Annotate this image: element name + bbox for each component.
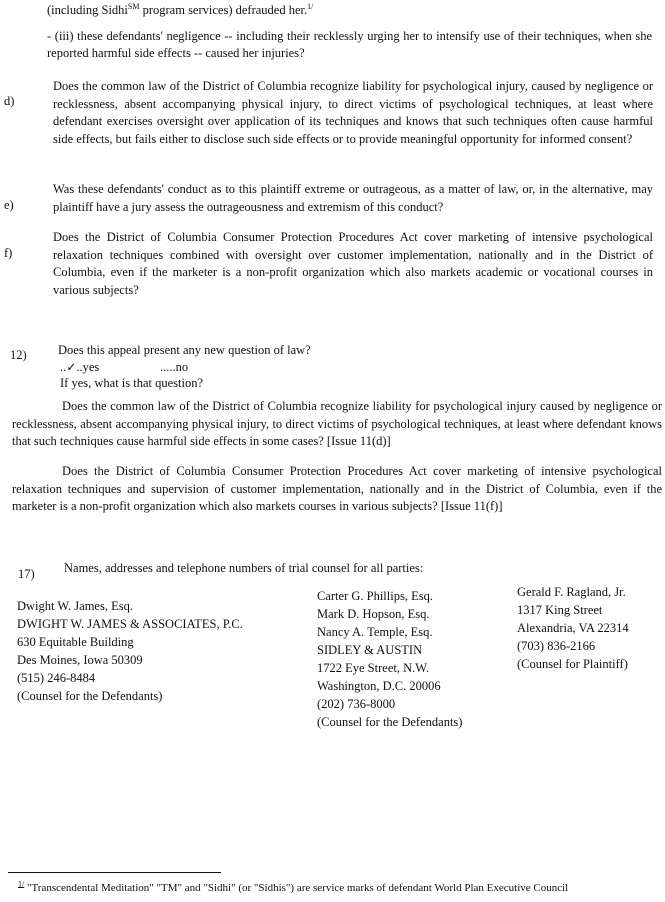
question-label-d: d) bbox=[4, 94, 15, 108]
question-e-text: Was these defendants' conduct as to this plaintiff extreme or outrageous, as a matter of law, or, in the alternative, may plaintiff have a jury assess the outrageousness and extremism of this conduct? bbox=[53, 182, 653, 214]
service-mark-superscript: SM bbox=[127, 1, 140, 11]
footnote bbox=[18, 881, 568, 895]
item-17-number: 17) bbox=[18, 567, 35, 581]
counsel-line: Gerald F. Ragland, Jr. bbox=[517, 585, 626, 599]
footnote-text: "Transcendental Meditation" "TM" and "Sidhi" (or "Sidhis") are service marks of defendant World Plan Executive Council bbox=[26, 882, 569, 894]
counsel-block-defendants-james bbox=[17, 597, 243, 705]
item-iii-paragraph: - (iii) these defendants' negligence -- including their recklessly urging her to intensify use of their techniques, when she reported harmful side effects -- caused her injuries? bbox=[47, 29, 652, 60]
question-label-e: e) bbox=[4, 198, 14, 212]
counsel-line: (Counsel for the Defendants) bbox=[317, 715, 463, 729]
no-label: no bbox=[175, 360, 189, 374]
counsel-line: SIDLEY & AUSTIN bbox=[317, 643, 423, 657]
counsel-block-plaintiff bbox=[517, 583, 629, 673]
continuation-text-end: program services) defrauded her. bbox=[139, 3, 308, 17]
counsel-line: Des Moines, Iowa 50309 bbox=[17, 653, 143, 667]
item-12-followup: If yes, what is that question? bbox=[60, 376, 204, 390]
question-d-text: Does the common law of the District of Columbia recognize liability for psychological injury, caused by negligence or recklessness, absent accompanying physical injury, to direct victims of psychological techniques, at least where defendant exercises oversight over application of its techniques and knows that such techniques often cause harmful side effects, but fails either to disclose such side effects or to provide meaningful opportunity for informed consent? bbox=[53, 79, 653, 146]
continuation-text-start: (including Sidhi bbox=[47, 3, 128, 17]
counsel-line: 630 Equitable Building bbox=[17, 635, 134, 649]
item-12-yes-option: ..✓..yes bbox=[60, 360, 100, 374]
item-17-heading: Names, addresses and telephone numbers of trial counsel for all parties: bbox=[64, 561, 424, 575]
item-12-number: 12) bbox=[10, 348, 27, 362]
question-label-f: f) bbox=[4, 246, 13, 260]
checkmark-icon: ✓ bbox=[66, 360, 77, 374]
counsel-line: Washington, D.C. 20006 bbox=[317, 679, 441, 693]
counsel-block-defendants-sidley bbox=[317, 587, 462, 731]
counsel-line: (Counsel for Plaintiff) bbox=[517, 657, 628, 671]
counsel-line: Alexandria, VA 22314 bbox=[517, 621, 629, 635]
counsel-line: (703) 836-2166 bbox=[517, 639, 596, 653]
question-f-text: Does the District of Columbia Consumer Protection Procedures Act cover marketing of intensive psychological relaxation techniques combined with oversight over customer implementation, nationally and in the District of Columbia, even if the marketer is a non-profit organization which also markets academic or vocational courses in various subjects? bbox=[53, 230, 653, 297]
counsel-line: Nancy A. Temple, Esq. bbox=[317, 625, 433, 639]
counsel-line: Carter G. Phillips, Esq. bbox=[317, 589, 433, 603]
counsel-line: DWIGHT W. JAMES & ASSOCIATES, P.C. bbox=[17, 617, 243, 631]
counsel-line: 1722 Eye Street, N.W. bbox=[317, 661, 430, 675]
item-12-question: Does this appeal present any new question of law? bbox=[58, 343, 311, 357]
footnote-marker: 1/ bbox=[18, 879, 25, 889]
continuation-line bbox=[47, 2, 313, 19]
counsel-line: Mark D. Hopson, Esq. bbox=[317, 607, 430, 621]
item-12-answer-1: Does the common law of the District of Columbia recognize liability for psychological injury caused by negligence or recklessness, absent accompanying physical injury, to direct victims of psychological techniques, at least where defendant knows that such techniques cause harmful side effects in some cases? [Issue 11(d)] bbox=[12, 399, 662, 448]
counsel-line: Dwight W. James, Esq. bbox=[17, 599, 133, 613]
item-12-no-option: .....no bbox=[160, 360, 189, 374]
counsel-line: 1317 King Street bbox=[517, 603, 603, 617]
counsel-line: (Counsel for the Defendants) bbox=[17, 689, 163, 703]
counsel-line: (515) 246-8484 bbox=[17, 671, 96, 685]
item-12-answer-2: Does the District of Columbia Consumer Protection Procedures Act cover marketing of intensive psychological relaxation techniques and supervision of customer implementation, nationally and in the District of Columbia, even if the marketer is a non-profit organization which also markets courses in various subjects? [Issue 11(f)] bbox=[12, 464, 662, 513]
counsel-line: (202) 736-8000 bbox=[317, 697, 396, 711]
footnote-divider bbox=[8, 872, 221, 873]
yes-label: yes bbox=[82, 360, 100, 374]
footnote-reference: 1/ bbox=[307, 1, 314, 11]
